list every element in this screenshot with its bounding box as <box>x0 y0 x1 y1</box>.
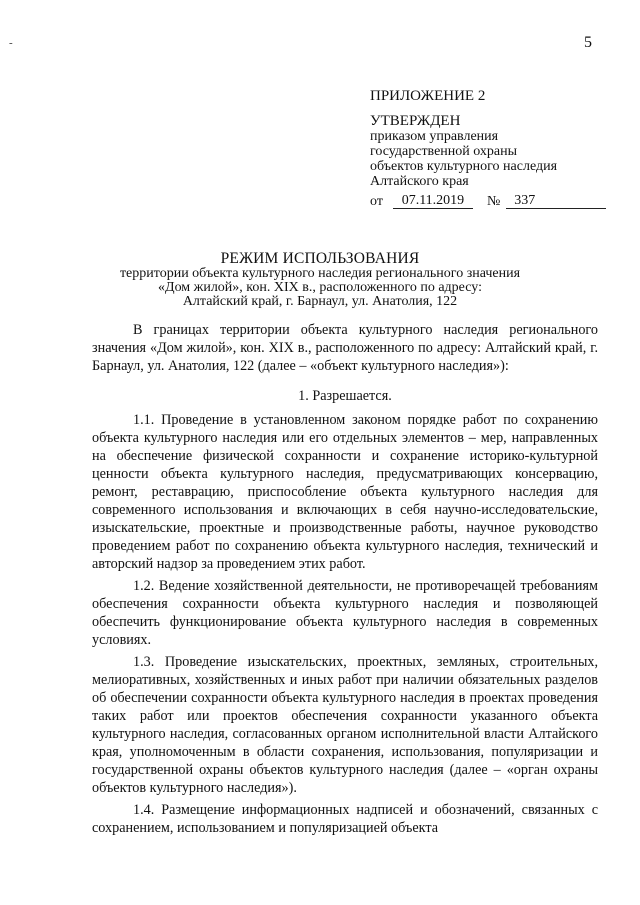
margin-mark: - <box>9 37 13 49</box>
order-date: 07.11.2019 <box>393 193 473 209</box>
order-line: объектов культурного наследия <box>370 159 558 174</box>
order-date-number <box>370 193 610 209</box>
order-line: государственной охраны <box>370 144 518 159</box>
document-body <box>92 321 598 837</box>
approved-label: УТВЕРЖДЕН <box>370 113 461 129</box>
page-number: 5 <box>584 34 592 51</box>
appendix-label: ПРИЛОЖЕНИЕ 2 <box>370 88 486 104</box>
approval-block <box>370 88 610 209</box>
order-line: приказом управления <box>370 129 499 144</box>
section-title: 1. Разрешается. <box>298 388 392 404</box>
item-paragraph: 1.2. Ведение хозяйственной деятельности, не противоречащей требованиям обеспечения сохранности объекта культурного наследия и позволяющей обеспечить функционирование объекта культурного наследия в современных условиях. <box>92 578 598 648</box>
intro-paragraph: В границах территории объекта культурного наследия регионального значения «Дом жилой», кон. XIX в., расположенного по адресу: Алтайский край, г. Барнаул, ул. Анатолия, 122 (далее – «объект культурного наследия»): <box>92 322 598 374</box>
document-heading <box>110 250 530 309</box>
item-paragraph: 1.1. Проведение в установленном законом порядке работ по сохранению объекта культурного наследия или его отдельных элементов – мер, направленных на обеспечение физической сохранности и сохранение историко-культурной ценности объекта культурного наследия, предусматривающих консервацию, ремонт, реставрацию, приспособление объекта культурного наследия для современного использования и включающих в себя научно-исследовательские, изыскательские, проектные и производственные работы, научное руководство проведением работ по сохранению объекта культурного наследия, технический и авторский надзор за проведением этих работ. <box>92 412 598 572</box>
item-paragraph: 1.4. Размещение информационных надписей и обозначений, связанных с сохранением, использованием и популяризацией объекта <box>92 802 598 836</box>
document-subtitle-line: Алтайский край, г. Барнаул, ул. Анатолия, 122 <box>182 294 458 309</box>
order-number: 337 <box>506 193 606 209</box>
order-line: Алтайского края <box>370 174 469 189</box>
item-paragraph: 1.3. Проведение изыскательских, проектных, земляных, строительных, мелиоративных, хозяйственных и иных работ при наличии обязательных разделов об обеспечении сохранности объекта культурного наследия в проектах проведения таких работ или проектов обеспечения сохранности указанного объекта культурного наследия, согласованных органом исполнительной власти Алтайского края, уполномоченным в области сохранения, использования, популяризации и государственной охраны объектов культурного наследия (далее – «орган охраны объектов культурного наследия»). <box>92 654 598 796</box>
document-title: РЕЖИМ ИСПОЛЬЗОВАНИЯ <box>220 250 420 267</box>
from-label: от <box>370 194 383 209</box>
document-subtitle-line: «Дом жилой», кон. XIX в., расположенного по адресу: <box>158 280 482 295</box>
document-subtitle-line: территории объекта культурного наследия регионального значения <box>119 266 521 281</box>
number-label: № <box>486 194 501 209</box>
